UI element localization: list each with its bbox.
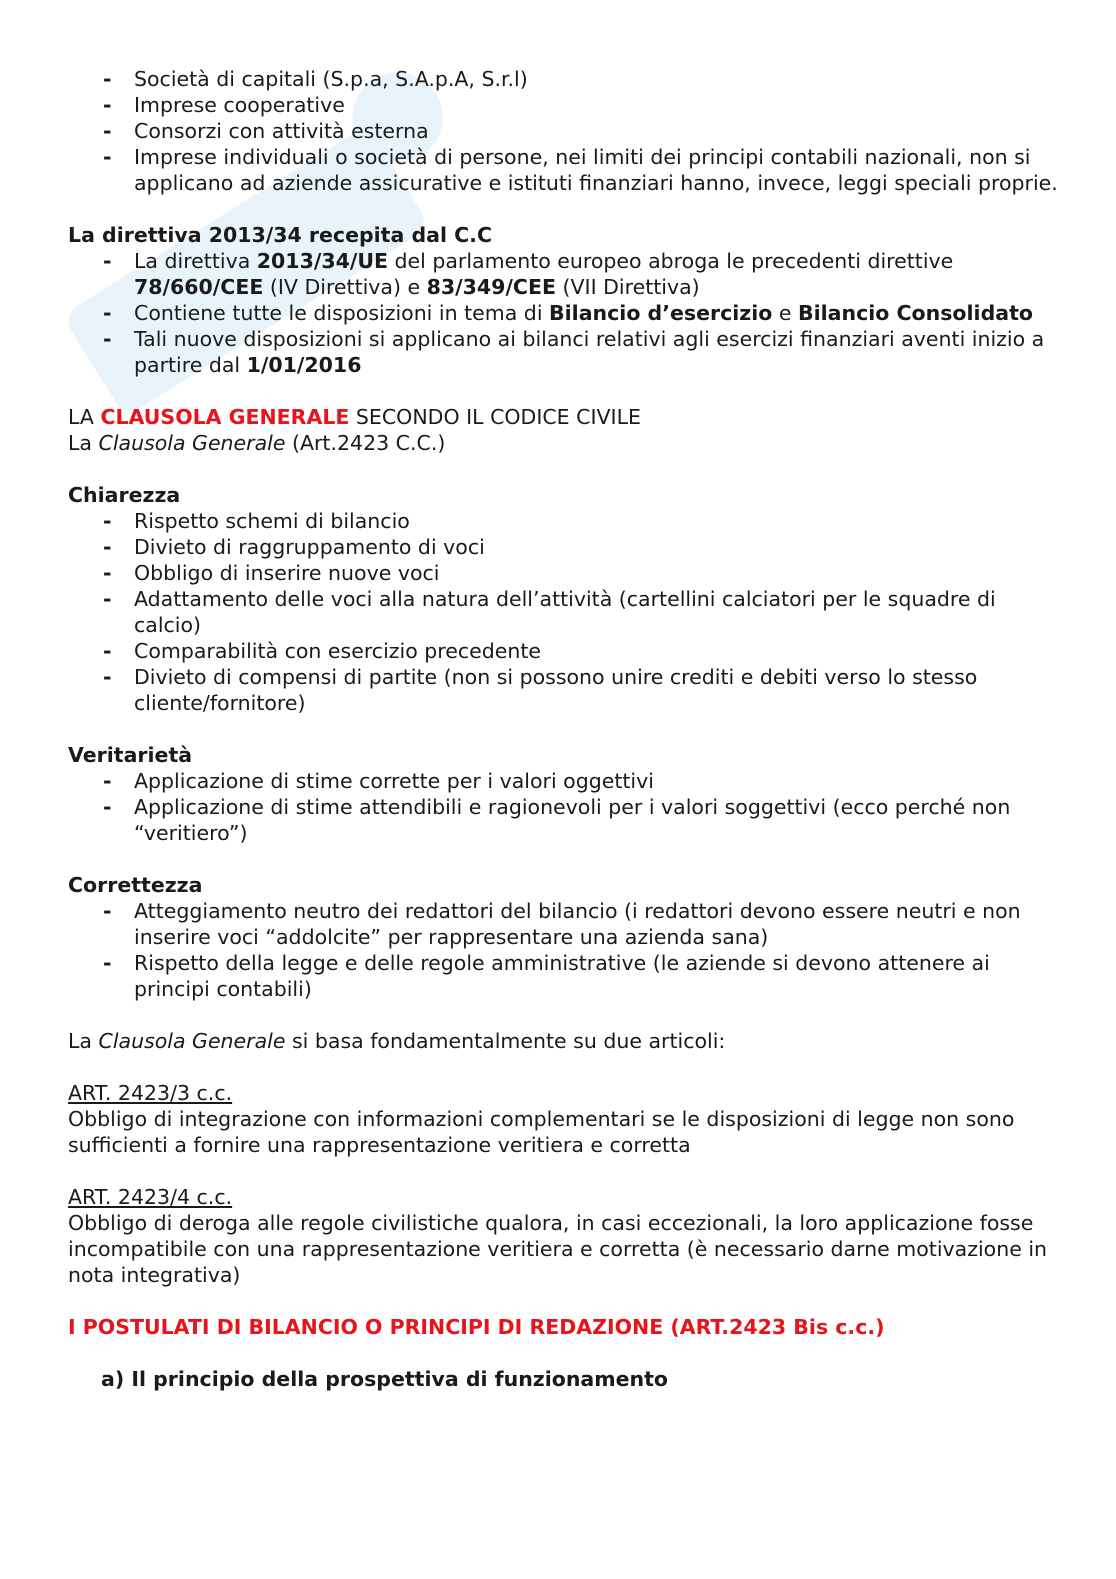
list-item: - Rispetto schemi di bilancio [134,508,1058,534]
list-item: - Comparabilità con esercizio precedente [134,638,1058,664]
list-item: - Contiene tutte le disposizioni in tema di Bilancio d’esercizio e Bilancio Consolidato [134,300,1058,326]
list-item: - Consorzi con attività esterna [134,118,1058,144]
art-2423-3-text: Obbligo di integrazione con informazioni complementari se le disposizioni di legge non sono sufficienti a fornire una rappresentazione veritiera e corretta [68,1107,1015,1157]
clausola-title: LA CLAUSOLA GENERALE SECONDO IL CODICE CIVILE [68,405,641,429]
list-item: - Imprese individuali o società di persone, nei limiti dei principi contabili nazionali, non si applicano ad aziende assicurative e istituti finanziari hanno, invece, leggi speciali proprie. [134,144,1058,196]
section-heading-chiarezza: Chiarezza [68,483,181,507]
list-item: - Società di capitali (S.p.a, S.A.p.A, S.r.l) [134,66,1058,92]
list-item: - Tali nuove disposizioni si applicano ai bilanci relativi agli esercizi finanziari aventi inizio a partire dal 1/01/2016 [134,326,1058,378]
section-heading-veritarieta: Veritarietà [68,743,193,767]
list-item: - Adattamento delle voci alla natura dell’attività (cartellini calciatori per le squadre di calcio) [134,586,1058,638]
art-2423-4-text: Obbligo di deroga alle regole civilistiche qualora, in casi eccezionali, la loro applicazione fosse incompatibile con una rappresentazione veritiera e corretta (è necessario darne motivazione in nota integrativa) [68,1211,1048,1287]
list-item: - Rispetto della legge e delle regole amministrative (le aziende si devono attenere ai principi contabili) [134,950,1058,1002]
art-2423-4-title: ART. 2423/4 c.c. [68,1185,233,1209]
clausola-subtitle: La Clausola Generale (Art.2423 C.C.) [68,431,446,455]
list-item: - Obbligo di inserire nuove voci [134,560,1058,586]
direttiva-list [68,248,1058,378]
list-item: - Atteggiamento neutro dei redattori del bilancio (i redattori devono essere neutri e non inserire voci “addolcite” per rappresentare una azienda sana) [134,898,1058,950]
list-item: - Divieto di compensi di partite (non si possono unire crediti e debiti verso lo stesso cliente/fornitore) [134,664,1058,716]
art-2423-3-title: ART. 2423/3 c.c. [68,1081,233,1105]
list-item: - La direttiva 2013/34/UE del parlamento europeo abroga le precedenti direttive 78/660/CEE (IV Direttiva) e 83/349/CEE (VII Direttiva) [134,248,1058,300]
principle-a-heading: a) Il principio della prospettiva di funzionamento [101,1367,669,1391]
section-heading-correttezza: Correttezza [68,873,203,897]
list-item: - Imprese cooperative [134,92,1058,118]
list-item: - Applicazione di stime attendibili e ragionevoli per i valori soggettivi (ecco perché non “veritiero”) [134,794,1058,846]
document-page [68,66,1058,1392]
section-heading-direttiva: La direttiva 2013/34 recepita dal C.C [68,223,493,247]
veritarieta-list [68,768,1058,846]
list-item: - Divieto di raggruppamento di voci [134,534,1058,560]
postulati-heading: I POSTULATI DI BILANCIO O PRINCIPI DI REDAZIONE (ART.2423 Bis c.c.) [68,1315,885,1339]
list-item: - Applicazione di stime corrette per i valori oggettivi [134,768,1058,794]
chiarezza-list [68,508,1058,716]
basa-paragraph: La Clausola Generale si basa fondamentalmente su due articoli: [68,1029,726,1053]
company-types-list [68,66,1058,196]
correttezza-list [68,898,1058,1002]
